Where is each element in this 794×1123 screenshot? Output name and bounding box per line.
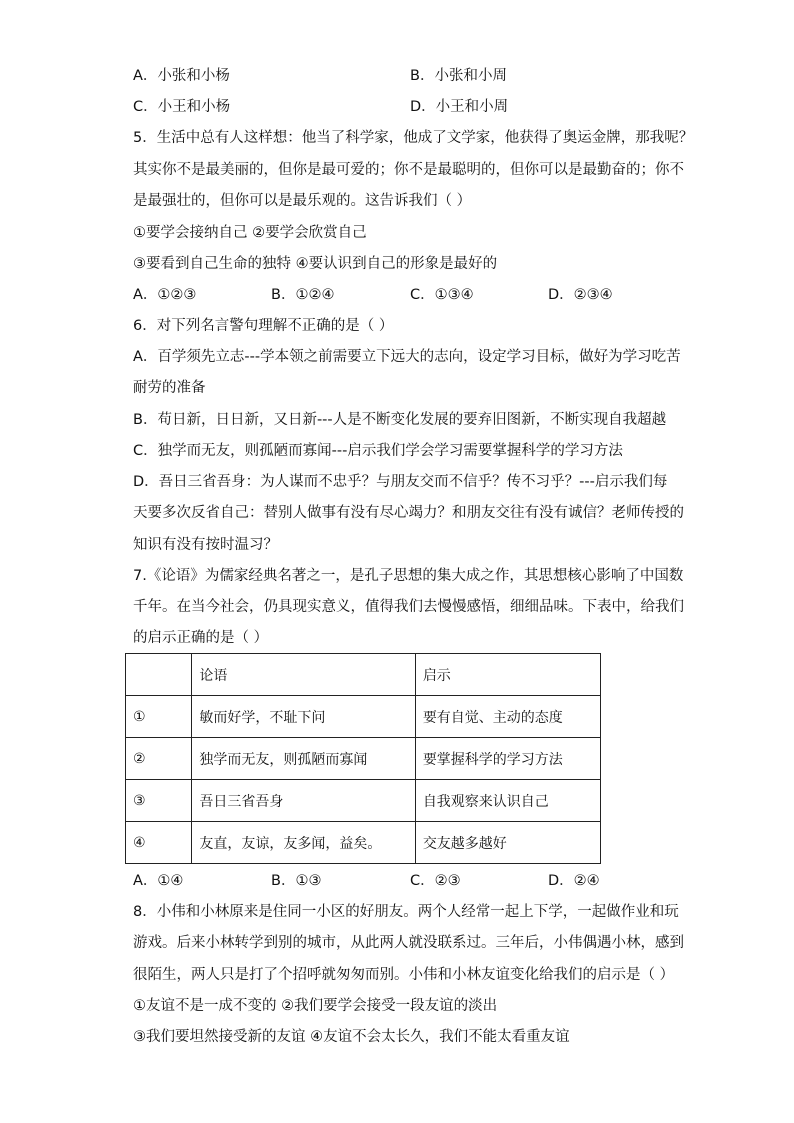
q7-table [125, 653, 601, 864]
q4-option-a: A．小张和小杨 [133, 68, 230, 84]
q5-statement: ①要学会接纳自己 ②要学会欣赏自己 [133, 225, 367, 241]
q8-statement: ③我们要坦然接受新的友谊 ④友谊不会太长久，我们不能太看重友谊 [133, 1029, 570, 1045]
table-header-cell [126, 654, 192, 696]
table-cell: 友直，友谅，友多闻，益矣。 [192, 822, 415, 864]
q6-stem: 6．对下列名言警句理解不正确的是（ ） [133, 318, 394, 334]
table-row [126, 822, 601, 864]
q6-line: C．独学而无友，则孤陋而寡闻---启示我们学会学习需要掌握科学的学习方法 [133, 443, 623, 459]
q5-stem-line: 是最强壮的，但你可以是最乐观的。这告诉我们（ ） [133, 193, 472, 209]
q5-stem-line: 5．生活中总有人这样想：他当了科学家，他成了文学家，他获得了奥运金牌，那我呢？ [133, 130, 694, 146]
table-cell: 独学而无友，则孤陋而寡闻 [192, 738, 415, 780]
q8-stem-line: 游戏。后来小林转学到别的城市，从此两人就没联系过。三年后，小伟偶遇小林，感到 [133, 935, 684, 951]
q4-option-b: B．小张和小周 [410, 68, 507, 84]
table-header-cell: 启示 [415, 654, 600, 696]
q6-line: D．吾日三省吾身：为人谋而不忠乎？与朋友交而不信乎？传不习乎？---启示我们每 [133, 474, 668, 490]
q5-statement: ③要看到自己生命的独特 ④要认识到自己的形象是最好的 [133, 256, 498, 272]
q7-stem-line: 7.《论语》为儒家经典名著之一，是孔子思想的集大成之作，其思想核心影响了中国数 [133, 568, 684, 584]
table-cell: 要有自觉、主动的态度 [415, 696, 600, 738]
q6-line: 耐劳的准备 [133, 380, 206, 396]
table-row [126, 738, 601, 780]
q8-stem-line: 8．小伟和小林原来是住同一小区的好朋友。两个人经常一起上下学，一起做作业和玩 [133, 904, 679, 920]
q7-option-a: A．①④ [133, 873, 184, 889]
q4-option-d: D．小王和小周 [410, 99, 509, 115]
q5-stem-line: 其实你不是最美丽的，但你是最可爱的；你不是最聪明的，但你可以是最勤奋的；你不 [133, 162, 684, 178]
table-cell: 敏而好学，不耻下问 [192, 696, 415, 738]
q8-statement: ①友谊不是一成不变的 ②我们要学会接受一段友谊的淡出 [133, 998, 498, 1014]
q7-option-c: C．②③ [410, 873, 461, 889]
table-cell: ④ [126, 822, 192, 864]
table-row [126, 696, 601, 738]
q8-stem-line: 很陌生，两人只是打了个招呼就匆匆而别。小伟和小林友谊变化给我们的启示是（ ） [133, 967, 675, 983]
table-header-row [126, 654, 601, 696]
table-cell: 交友越多越好 [415, 822, 600, 864]
q7-option-d: D．②④ [548, 873, 600, 889]
table-cell: 吾日三省吾身 [192, 780, 415, 822]
q5-option-d: D．②③④ [548, 287, 613, 303]
q5-option-b: B．①②④ [271, 287, 335, 303]
table-cell: ② [126, 738, 192, 780]
q6-line: B．苟日新，日日新，又日新---人是不断变化发展的要弃旧图新，不断实现自我超越 [133, 412, 667, 428]
table-cell: 要掌握科学的学习方法 [415, 738, 600, 780]
q6-line: A．百学须先立志---学本领之前需要立下远大的志向，设定学习目标，做好为学习吃苦 [133, 349, 681, 365]
table-cell: ③ [126, 780, 192, 822]
q5-option-a: A．①②③ [133, 287, 197, 303]
table-cell: 自我观察来认识自己 [415, 780, 600, 822]
q7-option-b: B．①③ [271, 873, 322, 889]
table-header-cell: 论语 [192, 654, 415, 696]
q7-stem-line: 千年。在当今社会，仍具现实意义，值得我们去慢慢感悟，细细品味。下表中，给我们 [133, 599, 684, 615]
table-row [126, 780, 601, 822]
q6-line: 知识有没有按时温习？ [133, 537, 278, 553]
q7-stem-line: 的启示正确的是（ ） [133, 630, 269, 646]
table-cell: ① [126, 696, 192, 738]
q5-option-c: C．①③④ [410, 287, 474, 303]
q4-option-c: C．小王和小杨 [133, 99, 231, 115]
q6-line: 天要多次反省自己：替别人做事有没有尽心竭力？和朋友交往有没有诚信？老师传授的 [133, 505, 684, 521]
